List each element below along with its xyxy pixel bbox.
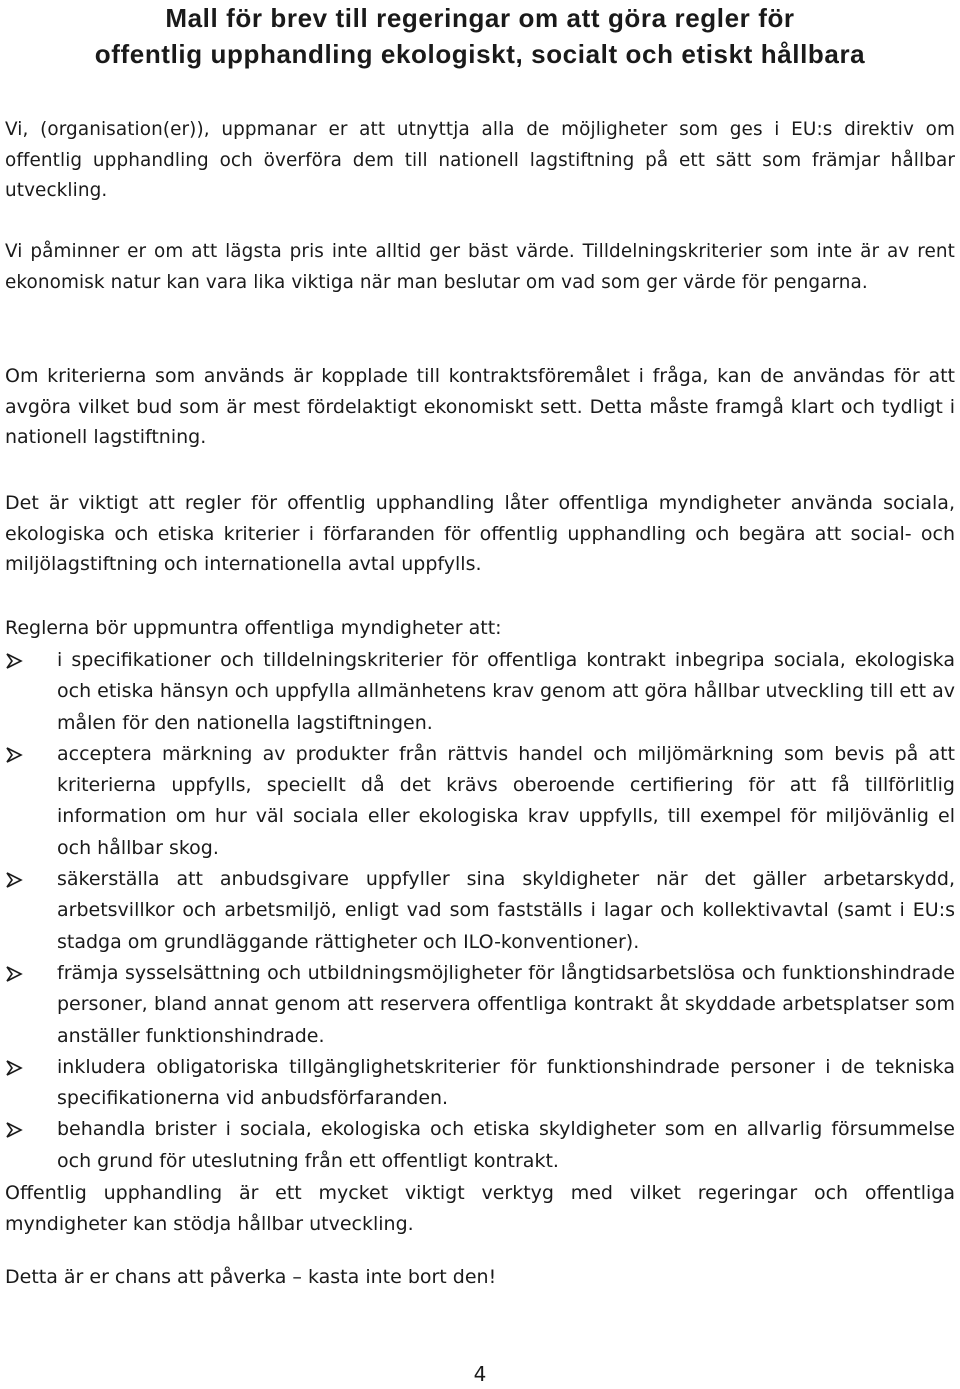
list-item-text: i specifikationer och tilldelningskriterier för offentliga kontrakt inbegripa sociala, ekologiska och etiska hänsyn och uppfylla allmänhetens krav genom att göra hållbar utveckling till ett av målen för den nationella lagstiftningen. <box>57 649 955 734</box>
regulation-paragraph: Det är viktigt att regler för offentlig upphandling låter offentliga myndigheter använda sociala, ekologiska och etiska kriterier i förfaranden för offentlig upphandling och begära att social- och miljölagstiftning och internationella avtal uppfylls. <box>5 492 955 575</box>
list-item <box>0 645 960 739</box>
list-item <box>0 864 960 958</box>
document-title <box>0 0 960 72</box>
recommendation-list <box>0 645 960 1177</box>
list-item-text: behandla brister i sociala, ekologiska och etiska skyldigheter som en allvarlig försummelse och grund för uteslutning från ett offentligt kontrakt. <box>57 1118 955 1172</box>
intro-paragraph: Vi, (organisation(er)), uppmanar er att utnyttja alla de möjligheter som ges i EU:s direktiv om offentlig upphandling och överföra dem till nationell lagstiftning på ett sätt som främjar hållbar utveckling. <box>5 119 955 201</box>
arrowhead-bullet-icon <box>3 1052 25 1083</box>
closing-paragraph: Offentlig upphandling är ett mycket viktigt verktyg med vilket regeringar och offentliga myndigheter kan stödja hållbar utveckling. <box>5 1182 955 1235</box>
arrowhead-bullet-icon <box>3 864 25 895</box>
price-value-paragraph: Vi påminner er om att lägsta pris inte alltid ger bäst värde. Tilldelningskriterier som inte är av rent ekonomisk natur kan vara lika viktiga när man beslutar om vad som ger värde för pengarna. <box>5 241 955 293</box>
list-item <box>0 739 960 864</box>
arrowhead-bullet-icon <box>3 739 25 770</box>
list-item-text: säkerställa att anbudsgivare uppfyller sina skyldigheter när det gäller arbetarskydd, arbetsvillkor och arbetsmiljö, enligt vad som fastställs i lagar och kollektivavtal (samt i EU:s stadga om grundläggande rättigheter och ILO-konventioner). <box>57 868 955 953</box>
bullets-intro: Reglerna bör uppmuntra offentliga myndigheter att: <box>5 617 502 639</box>
title-line-2: offentlig upphandling ekologiskt, socialt och etiskt hållbara <box>94 39 866 69</box>
arrowhead-bullet-icon <box>3 1114 25 1145</box>
list-item <box>0 1114 960 1177</box>
page-number: 4 <box>473 1362 487 1386</box>
list-item <box>0 958 960 1052</box>
title-line-1: Mall för brev till regeringar om att göra regler för <box>165 3 795 33</box>
arrowhead-bullet-icon <box>3 645 25 676</box>
list-item-text: främja sysselsättning och utbildningsmöjligheter för långtidsarbetslösa och funktionshindrade personer, bland annat genom att reservera offentliga kontrakt åt skyddade arbetsplatser som anställer funktionshindrade. <box>57 961 955 1047</box>
closing-call-to-action: Detta är er chans att påverka – kasta inte bort den! <box>5 1266 497 1288</box>
arrowhead-bullet-icon <box>3 958 25 989</box>
list-item-text: inkludera obligatoriska tillgänglighetskriterier för funktionshindrade personer i de tekniska specifikationerna vid anbudsförfaranden. <box>57 1055 955 1110</box>
list-item-text: acceptera märkning av produkter från rättvis handel och miljömärkning som bevis på att kriterierna uppfylls, speciellt då det krävs oberoende certifiering för att få tillförlitlig information om hur väl sociala eller ekologiska krav uppfylls, till exempel för miljövänlig el och hållbar skog. <box>57 742 955 859</box>
list-item <box>0 1052 960 1115</box>
criteria-paragraph: Om kriterierna som används är kopplade till kontraktsföremålet i fråga, kan de användas för att avgöra vilket bud som är mest fördelaktigt ekonomiskt sett. Detta måste framgå klart och tydligt i nationell lagstiftning. <box>5 365 955 448</box>
